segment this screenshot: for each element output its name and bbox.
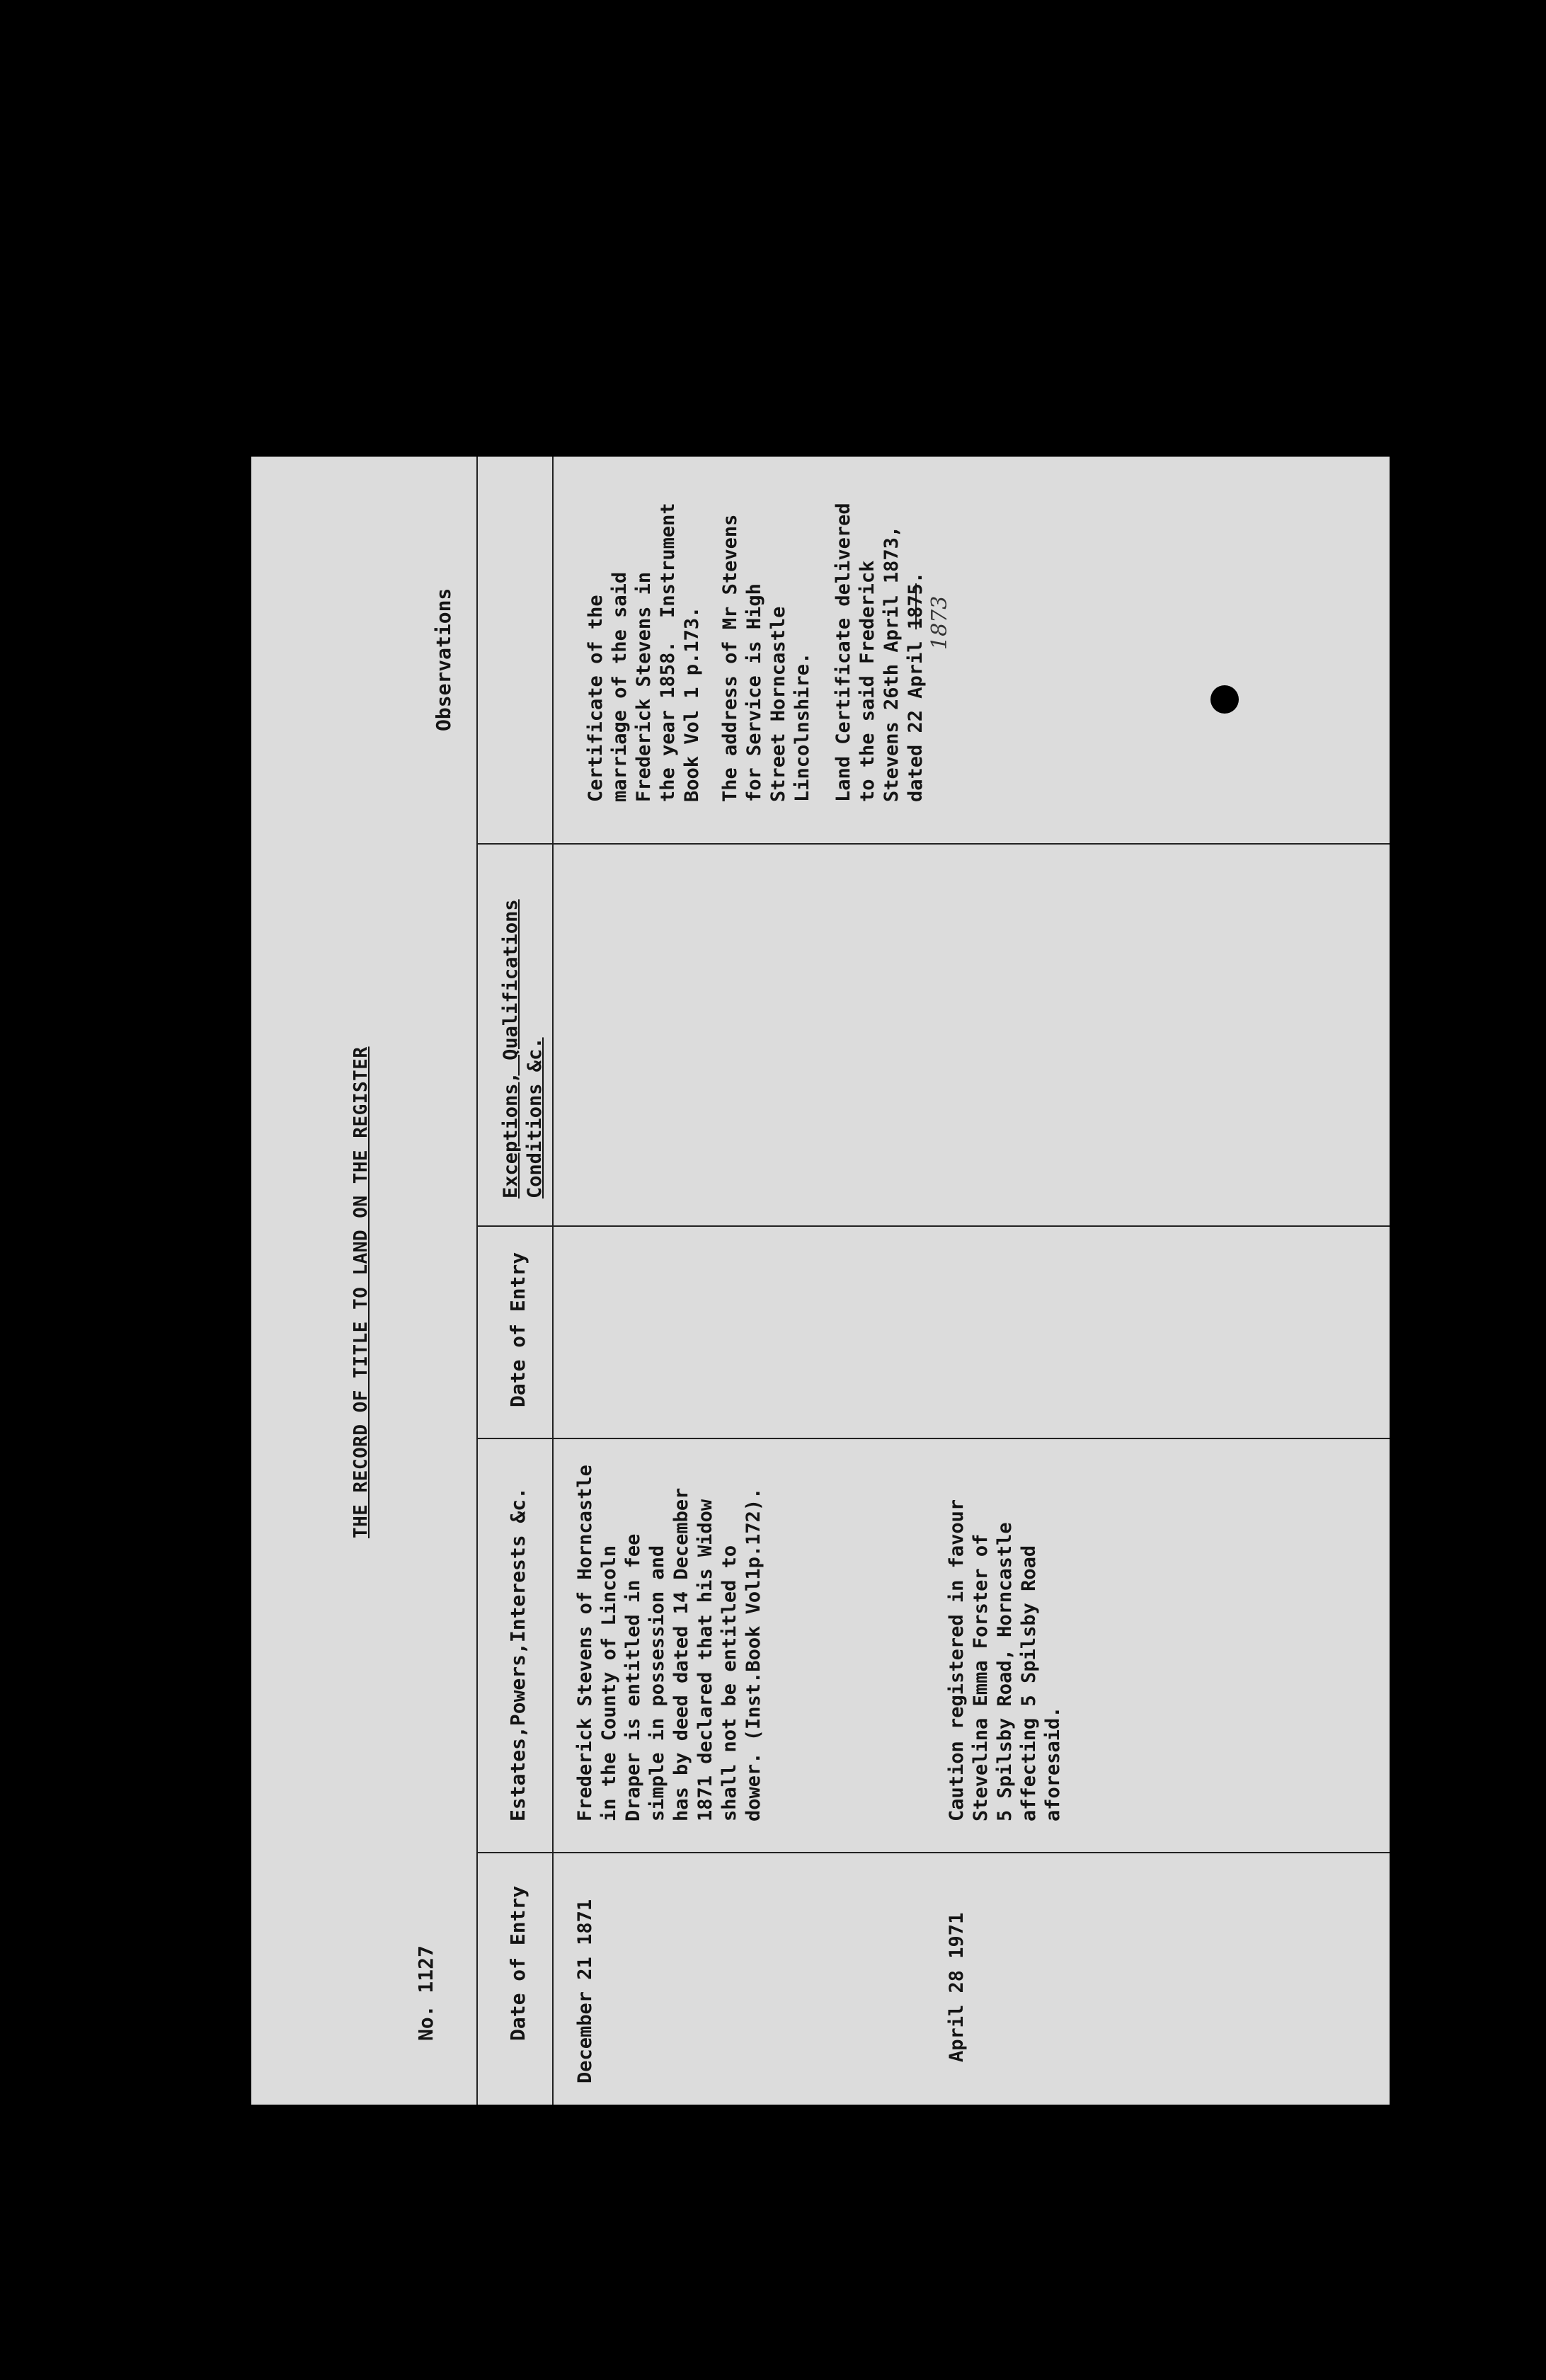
entry-text: Frederick Stevens of Horncastle in the County of Lincoln Draper is entitled in fee simple in possession and has by deed dated 14 December 1871 declared that his Widow shall not be entitled to dower. (Inst.Book Vol1p.172). (574, 1465, 765, 1821)
observation-address: The address of Mr Stevens for Service is High Street Horncastle Lincolnshire. (719, 514, 813, 802)
column-divider (476, 1852, 1390, 1853)
handwritten-year: 1873 (927, 595, 952, 650)
column-divider (476, 1225, 1390, 1227)
header-date-of-entry: Date of Entry (506, 1885, 529, 2041)
register-number: No. 1127 (414, 1945, 437, 2041)
column-divider (476, 843, 1390, 845)
entry-text: Caution registered in favour Stevelina Emma Forster of 5 Spilsby Road, Horncastle affecting 5 Spilsby Road aforesaid. (946, 1499, 1064, 1821)
header-bottom-rule (552, 457, 554, 2105)
header-observations: Observations (432, 588, 455, 731)
land-certificate-text: Land Certificate delivered to the said Frederick Stevens 26th April 1873, dated 22 April (832, 503, 927, 802)
entry-date: December 21 1871 (574, 1899, 596, 2083)
observation-land-certificate: Land Certificate delivered to the said Frederick Stevens 26th April 1873, dated 22 April 1875. (832, 503, 927, 802)
rotated-record (251, 457, 1390, 2105)
register-page (251, 457, 1390, 2105)
table-top-rule (476, 457, 478, 2105)
column-divider (476, 1438, 1390, 1439)
page-title: THE RECORD OF TITLE TO LAND ON THE REGISTER (350, 1046, 372, 1538)
punch-hole (1210, 685, 1239, 714)
header-date-of-entry-2: Date of Entry (506, 1252, 529, 1407)
struck-year: 1875 (905, 583, 927, 630)
header-exceptions: Exceptions, Qualifications Conditions &c. (500, 899, 546, 1198)
observation-marriage-certificate: Certificate of the marriage of the said Frederick Stevens in the year 1858. Instrument Book Vol 1 p.173. (585, 503, 703, 802)
header-estates: Estates,Powers,Interests &c. (506, 1487, 529, 1821)
entry-date: April 28 1971 (946, 1912, 968, 2062)
